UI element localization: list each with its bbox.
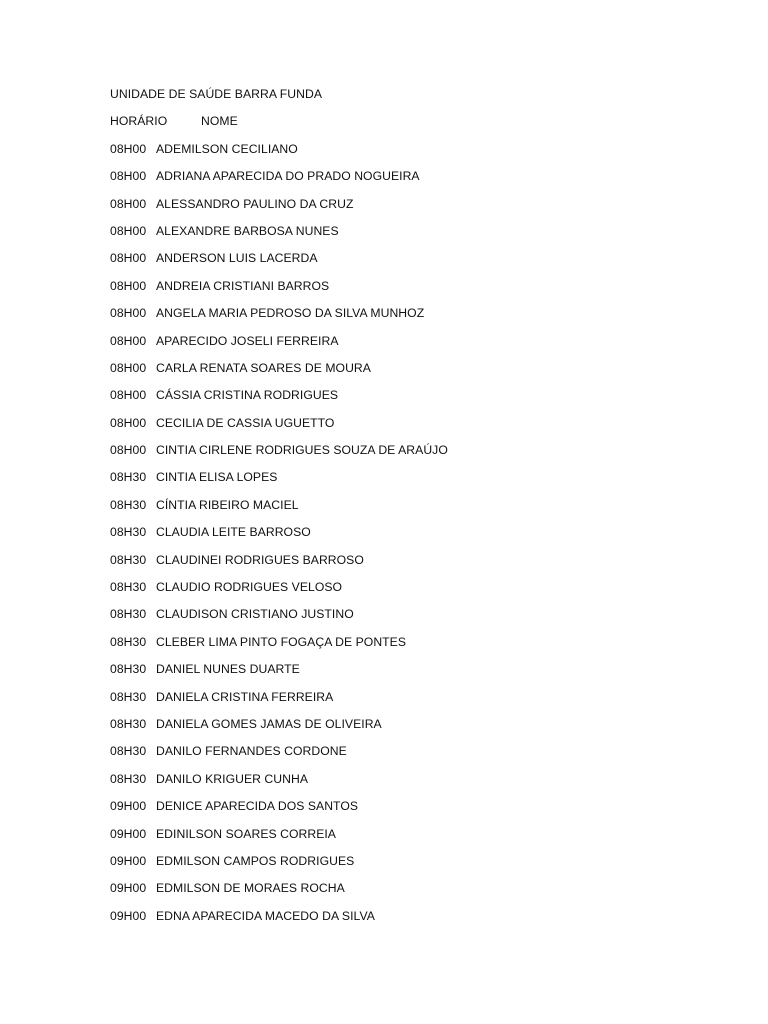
row-time: 08H30 xyxy=(110,497,147,512)
document-title: UNIDADE DE SAÚDE BARRA FUNDA xyxy=(110,87,323,101)
row-time: 08H30 xyxy=(110,634,147,649)
schedule-row xyxy=(110,742,710,769)
row-time: 08H00 xyxy=(110,169,147,184)
schedule-row xyxy=(110,879,710,906)
row-name: DANIEL NUNES DUARTE xyxy=(156,662,300,677)
schedule-row xyxy=(110,578,710,605)
schedule-row xyxy=(110,304,710,331)
row-name: ALESSANDRO PAULINO DA CRUZ xyxy=(156,196,354,211)
schedule-row xyxy=(110,660,710,687)
schedule-row xyxy=(110,468,710,495)
schedule-row xyxy=(110,277,710,304)
schedule-row xyxy=(110,332,710,359)
row-time: 08H00 xyxy=(110,141,147,156)
row-name: ALEXANDRE BARBOSA NUNES xyxy=(156,223,339,238)
row-time: 09H00 xyxy=(110,853,147,868)
row-time: 08H30 xyxy=(110,580,147,595)
schedule-row xyxy=(110,852,710,879)
row-name: CECILIA DE CASSIA UGUETTO xyxy=(156,415,335,430)
row-name: DANIELA GOMES JAMAS DE OLIVEIRA xyxy=(156,716,382,731)
schedule-row xyxy=(110,359,710,386)
row-name: DANIELA CRISTINA FERREIRA xyxy=(156,689,334,704)
schedule-list xyxy=(110,140,710,934)
schedule-row xyxy=(110,140,710,167)
row-time: 08H30 xyxy=(110,716,147,731)
schedule-row xyxy=(110,222,710,249)
row-name: ANDREIA CRISTIANI BARROS xyxy=(156,278,330,293)
row-name: ANDERSON LUIS LACERDA xyxy=(156,251,318,266)
schedule-row xyxy=(110,386,710,413)
row-time: 08H00 xyxy=(110,306,147,321)
schedule-row xyxy=(110,249,710,276)
row-time: 09H00 xyxy=(110,826,147,841)
row-time: 08H30 xyxy=(110,689,147,704)
row-time: 08H00 xyxy=(110,360,147,375)
row-time: 08H30 xyxy=(110,607,147,622)
row-name: CÍNTIA RIBEIRO MACIEL xyxy=(156,497,299,512)
row-name: DANILO FERNANDES CORDONE xyxy=(156,744,347,759)
row-name: EDMILSON CAMPOS RODRIGUES xyxy=(156,853,355,868)
row-time: 08H00 xyxy=(110,333,147,348)
row-time: 09H00 xyxy=(110,881,147,896)
column-header-name: NOME xyxy=(201,114,238,129)
row-time: 08H30 xyxy=(110,771,147,786)
row-name: EDNA APARECIDA MACEDO DA SILVA xyxy=(156,908,375,923)
row-time: 08H00 xyxy=(110,388,147,403)
row-name: CLAUDISON CRISTIANO JUSTINO xyxy=(156,607,354,622)
row-name: CINTIA CIRLENE RODRIGUES SOUZA DE ARAÚJO xyxy=(156,443,448,458)
row-name: DANILO KRIGUER CUNHA xyxy=(156,771,309,786)
row-time: 09H00 xyxy=(110,799,147,814)
row-time: 08H00 xyxy=(110,196,147,211)
row-name: ADRIANA APARECIDA DO PRADO NOGUEIRA xyxy=(156,169,420,184)
row-time: 08H30 xyxy=(110,470,147,485)
row-time: 09H00 xyxy=(110,908,147,923)
row-name: EDINILSON SOARES CORREIA xyxy=(156,826,336,841)
schedule-row xyxy=(110,496,710,523)
row-time: 08H00 xyxy=(110,223,147,238)
row-time: 08H30 xyxy=(110,744,147,759)
schedule-row xyxy=(110,688,710,715)
column-header-row xyxy=(110,112,710,139)
schedule-row xyxy=(110,605,710,632)
row-time: 08H30 xyxy=(110,662,147,677)
schedule-row xyxy=(110,523,710,550)
row-time: 08H00 xyxy=(110,415,147,430)
schedule-row xyxy=(110,825,710,852)
schedule-row xyxy=(110,907,710,934)
column-header-time: HORÁRIO xyxy=(110,114,168,129)
row-time: 08H30 xyxy=(110,525,147,540)
row-name: APARECIDO JOSELI FERREIRA xyxy=(156,333,339,348)
row-name: CLAUDINEI RODRIGUES BARROSO xyxy=(156,552,364,567)
schedule-row xyxy=(110,633,710,660)
row-name: CLAUDIA LEITE BARROSO xyxy=(156,525,311,540)
schedule-row xyxy=(110,715,710,742)
row-name: ADEMILSON CECILIANO xyxy=(156,141,298,156)
row-time: 08H00 xyxy=(110,278,147,293)
row-name: ANGELA MARIA PEDROSO DA SILVA MUNHOZ xyxy=(156,306,425,321)
row-name: CÁSSIA CRISTINA RODRIGUES xyxy=(156,388,339,403)
row-name: CARLA RENATA SOARES DE MOURA xyxy=(156,360,371,375)
schedule-row xyxy=(110,551,710,578)
row-name: CINTIA ELISA LOPES xyxy=(156,470,278,485)
row-time: 08H30 xyxy=(110,552,147,567)
schedule-row xyxy=(110,414,710,441)
row-name: CLEBER LIMA PINTO FOGAÇA DE PONTES xyxy=(156,634,407,649)
schedule-row xyxy=(110,770,710,797)
row-name: CLAUDIO RODRIGUES VELOSO xyxy=(156,580,343,595)
row-time: 08H00 xyxy=(110,251,147,266)
schedule-row xyxy=(110,797,710,824)
schedule-row xyxy=(110,167,710,194)
schedule-row xyxy=(110,195,710,222)
row-name: EDMILSON DE MORAES ROCHA xyxy=(156,881,345,896)
row-time: 08H00 xyxy=(110,443,147,458)
row-name: DENICE APARECIDA DOS SANTOS xyxy=(156,799,359,814)
schedule-row xyxy=(110,441,710,468)
document-content xyxy=(110,85,710,934)
